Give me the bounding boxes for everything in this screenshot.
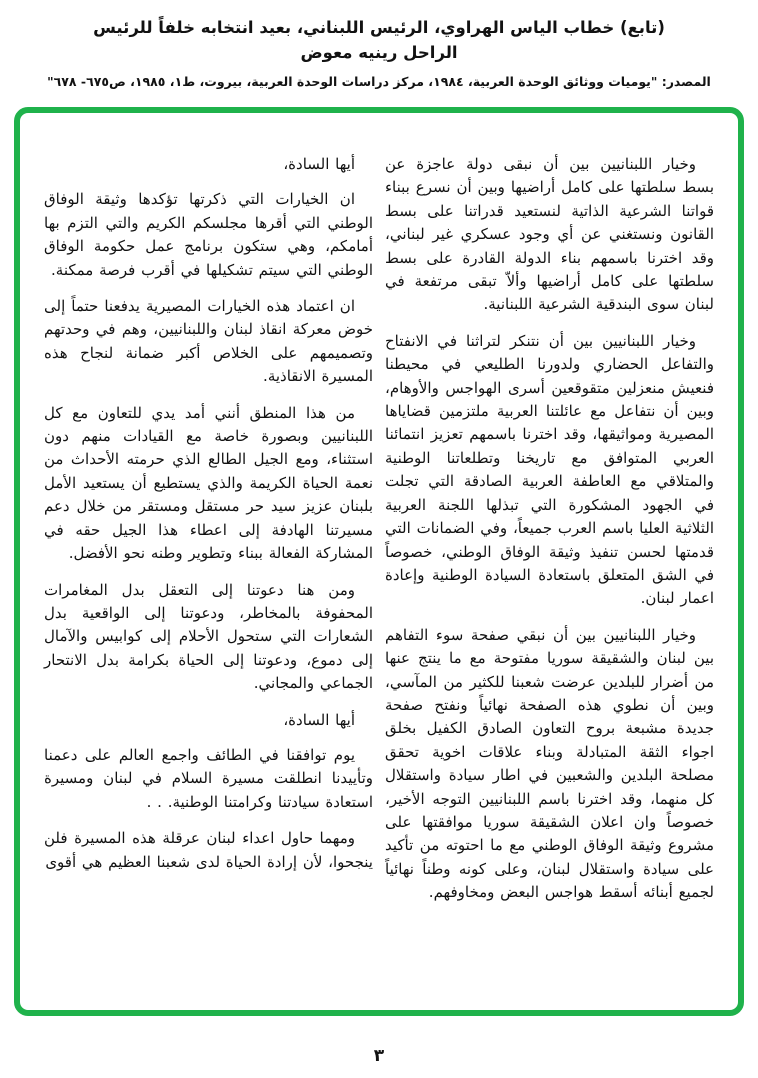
green-border-frame (14, 107, 744, 1016)
paragraph-left-5: يوم توافقنا في الطائف واجمع العالم على دعمنا وتأييدنا انطلقت مسيرة السلام في لبنان ومسيرة استعادة سيادتنا وكرامتنا الوطنية. . . (44, 745, 373, 811)
salutation-2: أيها السادة، (283, 710, 355, 729)
document-source-citation: المصدر: "يوميات ووثائق الوحدة العربية، ١٩٨٤، مركز دراسات الوحدة العربية، بيروت، ط١، ١٩٨٥، ص٦٧٥- ٦٧٨" (47, 73, 711, 89)
paragraph-left-6: ومهما حاول اعداء لبنان عرقلة هذه المسيرة فلن ينجحوا، لأن إرادة الحياة لدى شعبنا العظيم هي أقوى (44, 829, 373, 871)
two-column-text-layout (44, 153, 714, 918)
salutation-1: أيها السادة، (283, 155, 355, 173)
document-title: (تابع) خطاب الياس الهراوي، الرئيس اللبناني، بعيد انتخابه خلفاً للرئيس الراحل رينيه معوض (93, 18, 665, 62)
paragraph-right-2: وخيار اللبنانيين بين أن نتنكر لتراثنا في الانفتاح والتفاعل الحضاري ولدورنا الطليعي في محيطنا فنعيش منعزلين متقوقعين أسرى الهواجس والأوهام، وبين أن نتفاعل مع عائلتنا العربية ملتزمين قضاياها المصيرية ومواثيقها، وقد اخترنا باسمهم تعزيز انتمائنا العربي المتوافق مع تاريخنا وتطلعاتنا الوطنية والمتلاقي مع العاطفة العربية الصادقة التي تجلت في الجهود المشكورة التي تبذلها اللجنة العربية الثلاثية العليا باسم العرب جميعاً، وفي الضمانات التي قدمتها لحسن تنفيذ وثيقة الوفاق الوطني، خصوصاً في الشق المتعلق باستعادة السيادة الوطنية وإعادة اعمار لبنان. (385, 331, 714, 608)
text-column-right (385, 153, 714, 918)
page-header (0, 16, 758, 90)
paragraph-left-4: ومن هنا دعوتنا إلى التعقل بدل المغامرات المحفوفة بالمخاطر، ودعوتنا إلى الواقعية بدل الشعارات التي ستحول الأحلام إلى كوابيس والآمال إلى دموع، ودعوتنا إلى الحياة بكرامة بدل الانتحار الجماعي والمجاني. (44, 580, 373, 693)
page-number: ٣ (373, 1046, 385, 1066)
paragraph-left-3: من هذا المنطق أنني أمد يدي للتعاون مع كل اللبنانيين وبصورة خاصة مع القيادات منهم دون استثناء، ومع الجيل الطالع الذي حرمته الأحداث من نعمة الحياة الكريمة والذي يستطيع أن يستعيد الأمل بلبنان عزيز سيد حر مستقل ومستقر من خلال دعم مسيرتنا الهادفة إلى اعطاء هذا الجيل حقه في المشاركة الفعالة ببناء وتطوير وطنه نحو الأفضل. (44, 403, 373, 563)
paragraph-left-2: ان اعتماد هذه الخيارات المصيرية يدفعنا حتماً إلى خوض معركة انقاذ لبنان واللبنانيين، وهم في وحدتهم وتصميمهم على الخلاص أكبر ضمانة لنجاح هذه المسيرة الانقاذية. (44, 297, 373, 386)
paragraph-left-1: ان الخيارات التي ذكرتها تؤكدها وثيقة الوفاق الوطني التي أقرها مجلسكم الكريم والتي التزم بها أمامكم، وهي ستكون برنامج عمل حكومة الوفاق الوطني التي سيتم تشكيلها في أقرب فرصة ممكنة. (44, 190, 373, 279)
paragraph-right-3: وخيار اللبنانيين بين أن نبقي صفحة سوء التفاهم بين لبنان والشقيقة سوريا مفتوحة مع ما ينتج عنها من أضرار للبلدين عرضت شعبنا للكثير من المآسي، وبين أن نطوي هذه الصفحة نهائياً ونفتح صفحة جديدة مشبعة بروح التعاون الصادق الكفيل بخلق اجواء الثقة المتبادلة وبناء علاقات اخوية تحقق مصلحة البلدين والشعبين في اطار سيادة واستقلال كل منهما، وقد اخترنا باسم اللبنانيين التوجه الأخير، خصوصاً وان اعلان الشقيقة سوريا موافقتها على مشروع وثيقة الوفاق الوطني مع ما احتوته من تأكيد على سيادة واستقلال لبنان، وعلى كونه وطناً نهائياً لجميع أبنائه أسقط هواجس البعض ومخاوفهم. (385, 625, 714, 902)
text-column-left (44, 153, 373, 918)
paragraph-right-1: وخيار اللبنانيين بين أن نبقى دولة عاجزة عن بسط سلطتها على كامل أراضيها وبين أن نسرع ببناء قواتنا الشرعية الذاتية لنستعيد قدراتنا على بسط القانون ونستغني عن أي وجود عسكري غير لبناني، وقد اخترنا باسمهم بناء الدولة القادرة على بسط سلطتها على كامل أراضيها وألاّ تبقى مرتفعة في لبنان سوى البندقية الشرعية اللبنانية. (385, 155, 714, 314)
